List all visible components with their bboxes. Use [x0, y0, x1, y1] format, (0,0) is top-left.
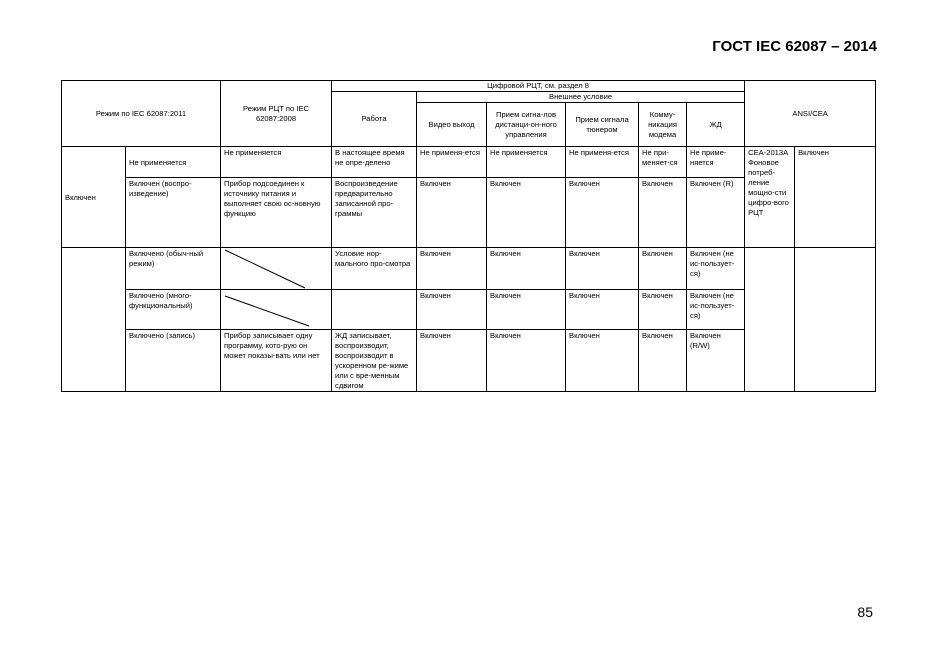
- remote-cell: Включен: [487, 178, 566, 248]
- ansi-value-cell: Включен: [795, 147, 876, 248]
- work-cell: В настоящее время не опре-делено: [332, 147, 417, 178]
- work-cell: Условие нор-мального про-смотра: [332, 248, 417, 290]
- document-title: ГОСТ IEC 62087 – 2014: [712, 38, 877, 55]
- tuner-cell: Включен: [566, 330, 639, 392]
- header-external-group: Внешнее условие: [417, 92, 745, 103]
- dtv-cell: Прибор записывает одну программу, кото-рую он может показы-вать или нет: [221, 330, 332, 392]
- remote-cell: Включен: [487, 330, 566, 392]
- video-cell: Не применя-ется: [417, 147, 487, 178]
- mode-cell: Не применяется: [126, 147, 221, 178]
- header-work: Работа: [332, 92, 417, 147]
- header-video-out: Видео выход: [417, 103, 487, 147]
- ansi-empty-cell: [745, 248, 795, 392]
- work-cell: ЖД записывает, воспроизводит, воспроизводит в ускоренном ре-жиме или с вре-менным сдвигом: [332, 330, 417, 392]
- mode-cell: Включен (воспро-изведение): [126, 178, 221, 248]
- table-row: [62, 147, 876, 178]
- ansi-standard-cell: CEA-2013A Фоновое потреб-ление мощно-сти цифро-вого РЦТ: [745, 147, 795, 248]
- mode-cell: Включено (обыч-ный режим): [126, 248, 221, 290]
- mode-cell: Включено (запись): [126, 330, 221, 392]
- work-cell: Воспроизведение предварительно записанной про-граммы: [332, 178, 417, 248]
- tuner-cell: Включен: [566, 178, 639, 248]
- remote-cell: Не применяется: [487, 147, 566, 178]
- header-mode-iec: Режим по IEC 62087:2011: [62, 81, 221, 147]
- header-tuner: Прием сигнала тюнером: [566, 103, 639, 147]
- modem-cell: Включен: [639, 330, 687, 392]
- header-ansi: ANSI/CEA: [745, 81, 876, 147]
- video-cell: Включен: [417, 330, 487, 392]
- diagonal-strike-cell: [221, 248, 332, 290]
- diagonal-strike-cell: [221, 290, 332, 330]
- video-cell: Включен: [417, 178, 487, 248]
- hdd-cell: Включен (не ис-пользует-ся): [687, 248, 745, 290]
- tuner-cell: Включен: [566, 248, 639, 290]
- hdd-cell: Включен (R/W): [687, 330, 745, 392]
- video-cell: Включен: [417, 290, 487, 330]
- modem-cell: Включен: [639, 178, 687, 248]
- dtv-cell: Прибор подсоединен к источнику питания и выполняет свою ос-новную функцию: [221, 178, 332, 248]
- hdd-cell: Включен (не ис-пользует-ся): [687, 290, 745, 330]
- tuner-cell: Включен: [566, 290, 639, 330]
- diagonal-line: [221, 290, 332, 330]
- hdd-cell: Не приме-няется: [687, 147, 745, 178]
- dtv-cell: Не применяется: [221, 147, 332, 178]
- power-modes-table: [61, 80, 876, 392]
- ansi-empty-cell: [795, 248, 876, 392]
- empty-group-cell: [62, 248, 126, 392]
- header-modem: Комму-никация модема: [639, 103, 687, 147]
- mode-cell: Включено (много-функциональный): [126, 290, 221, 330]
- modem-cell: Не при-меняет-ся: [639, 147, 687, 178]
- header-digital-group: Цифровой РЦТ, см. раздел 8: [332, 81, 745, 92]
- group-on-label: Включен: [62, 147, 126, 248]
- diagonal-line: [221, 248, 332, 290]
- table-row: [62, 248, 876, 290]
- header-mode-dtv: Режим РЦТ по IEC 62087:2008: [221, 81, 332, 147]
- header-remote: Прием сигна-лов дистанци-он-ного управления: [487, 103, 566, 147]
- remote-cell: Включен: [487, 290, 566, 330]
- modem-cell: Включен: [639, 248, 687, 290]
- modem-cell: Включен: [639, 290, 687, 330]
- hdd-cell: Включен (R): [687, 178, 745, 248]
- tuner-cell: Не применя-ется: [566, 147, 639, 178]
- remote-cell: Включен: [487, 248, 566, 290]
- page-number: 85: [857, 604, 873, 620]
- work-cell: [332, 290, 417, 330]
- header-hdd: ЖД: [687, 103, 745, 147]
- video-cell: Включен: [417, 248, 487, 290]
